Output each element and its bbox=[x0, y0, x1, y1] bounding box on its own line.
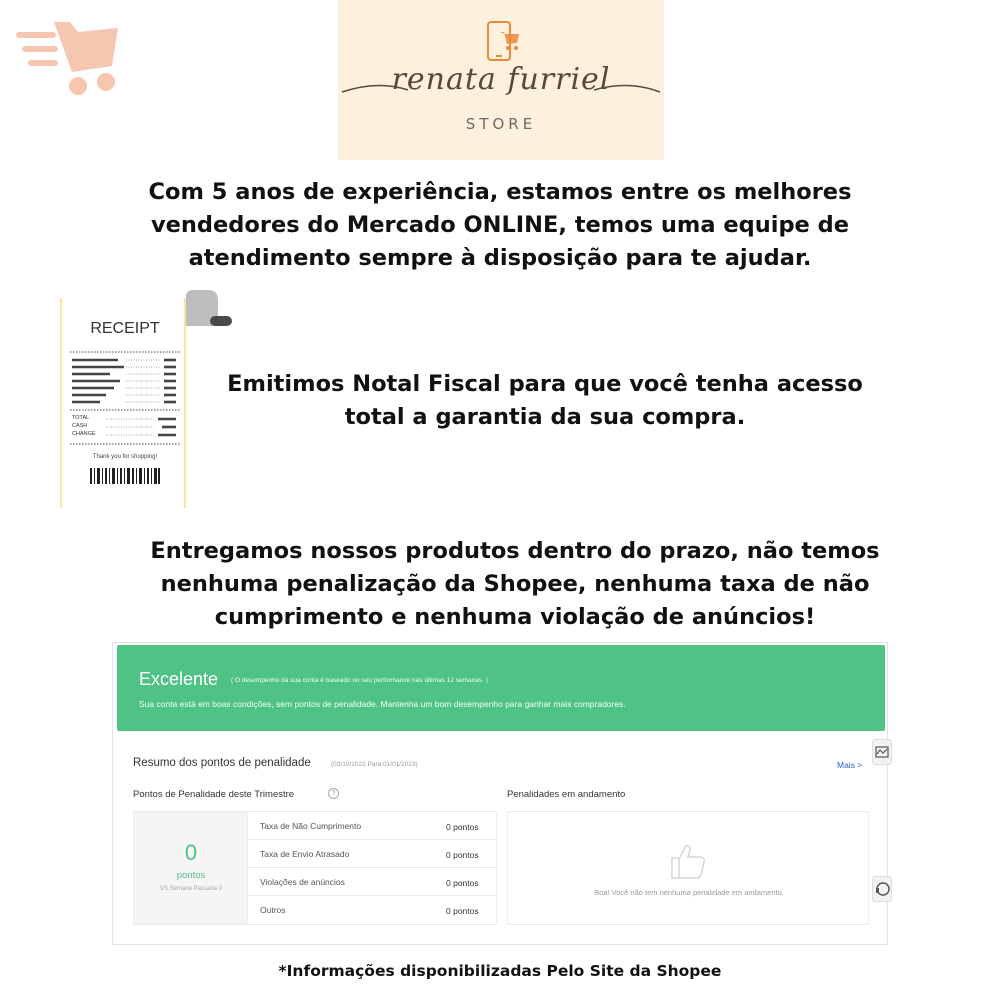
table-row bbox=[248, 868, 496, 896]
status-note: ( O desempenho da sua conta é baseado no seu performance nas últimas 12 semanas. ) bbox=[231, 677, 488, 684]
row-value: 0 pontos bbox=[446, 822, 479, 832]
panel-date-range: (03/10/2022 Para 01/01/2023) bbox=[331, 761, 418, 768]
row-value: 0 pontos bbox=[446, 850, 479, 860]
side-chart-button[interactable] bbox=[872, 739, 892, 765]
penalty-points-table bbox=[133, 811, 497, 925]
points-unit: pontos bbox=[176, 870, 206, 881]
row-label: Violações de anúncios bbox=[260, 877, 345, 887]
panel-title: Resumo dos pontos de penalidade bbox=[133, 757, 311, 769]
quarter-points-heading: Pontos de Penalidade deste Trimestre bbox=[133, 789, 295, 800]
points-value: 0 bbox=[184, 840, 198, 865]
store-logo bbox=[338, 0, 664, 160]
receipt-paper bbox=[60, 298, 186, 508]
receipt-label-change: CHANGE bbox=[72, 431, 96, 437]
empty-state-message: Boa! Você não tem nenhuma penalidade em andamento. bbox=[594, 888, 784, 897]
barcode-icon bbox=[90, 468, 160, 484]
logo-store-text: STORE bbox=[465, 115, 537, 133]
speeding-cart-icon bbox=[14, 14, 124, 99]
row-label: Taxa de Envio Atrasado bbox=[260, 849, 350, 859]
row-label: Taxa de Não Cumprimento bbox=[260, 821, 362, 831]
delivery-paragraph: Entregamos nossos produtos dentro do prazo, não temos nenhuma penalização da Shopee, nenhuma taxa de não cumprimento e nenhuma violação de anúncios! bbox=[150, 538, 880, 630]
shopee-performance-card bbox=[112, 642, 888, 945]
invoice-paragraph: Emitimos Notal Fiscal para que você tenha acesso total a garantia da sua compra. bbox=[227, 371, 863, 430]
total-points-summary bbox=[134, 812, 248, 924]
status-title: Excelente bbox=[139, 669, 219, 689]
table-row bbox=[248, 896, 496, 924]
logo-script-text: renata furriel bbox=[391, 62, 611, 97]
status-subtitle: Sua conta está em boas condições, sem pontos de penalidade. Mantenha um bom desempenho para ganhar mais compradores. bbox=[139, 699, 626, 709]
table-row bbox=[248, 840, 496, 868]
source-footnote: *Informações disponibilizadas Pelo Site da Shopee bbox=[278, 962, 722, 980]
table-row bbox=[248, 812, 496, 840]
receipt-thanks: Thank you for shopping! bbox=[92, 454, 158, 460]
receipt-printer-roll bbox=[186, 290, 234, 335]
ongoing-penalties-box bbox=[507, 811, 869, 925]
experience-paragraph: Com 5 anos de experiência, estamos entre os melhores vendedores do Mercado ONLINE, temos uma equipe de atendimento sempre à disposição para te ajudar. bbox=[148, 179, 852, 271]
chart-icon bbox=[873, 740, 891, 764]
receipt-title: RECEIPT bbox=[90, 320, 160, 337]
ongoing-penalties-heading: Penalidades em andamento bbox=[507, 789, 626, 800]
row-label: Outros bbox=[260, 905, 286, 915]
side-support-button[interactable] bbox=[872, 876, 892, 902]
status-banner bbox=[117, 645, 885, 731]
headset-icon bbox=[873, 877, 891, 901]
penalty-summary-panel bbox=[117, 741, 885, 941]
thumbs-up-icon bbox=[668, 842, 708, 880]
row-value: 0 pontos bbox=[446, 878, 479, 888]
receipt-label-total: TOTAL bbox=[72, 415, 90, 421]
row-value: 0 pontos bbox=[446, 906, 479, 916]
receipt-label-cash: CASH bbox=[72, 423, 88, 429]
phone-cart-icon bbox=[486, 20, 520, 62]
points-vs-last-week: VS Semana Passada 0 bbox=[159, 886, 223, 892]
more-link[interactable]: Mais > bbox=[837, 760, 863, 770]
help-icon[interactable]: ? bbox=[328, 788, 339, 799]
